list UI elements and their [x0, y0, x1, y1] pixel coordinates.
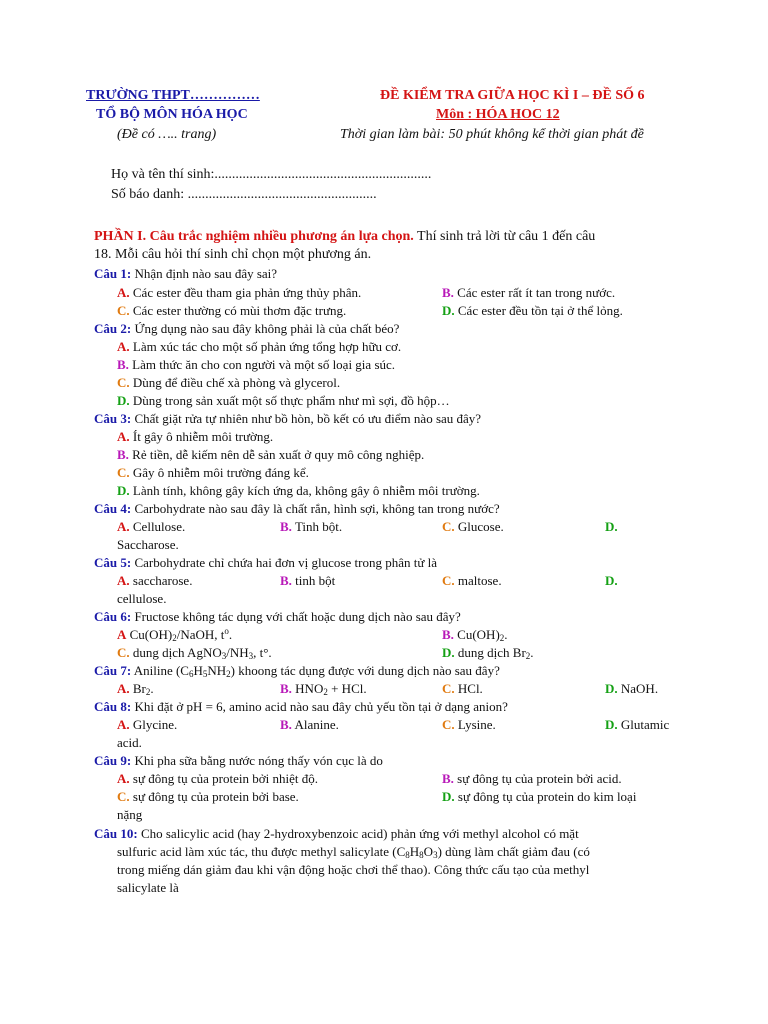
option-letter: A.: [117, 285, 130, 300]
question-text: Ứng dụng nào sau đây không phải là của chất béo?: [131, 321, 400, 336]
formula-part: Cu(OH): [457, 627, 500, 642]
question-number: Câu 5:: [94, 555, 132, 570]
subject: Môn : HÓA HOC 12: [436, 107, 560, 122]
option-text: Các ester rất ít tan trong nước.: [457, 285, 616, 300]
exam-title: ĐỀ KIỂM TRA GIỮA HỌC KÌ I – ĐỀ SỐ 6: [380, 88, 645, 103]
page-count: (Đề có ….. trang): [117, 127, 217, 142]
text-part: O: [423, 844, 434, 859]
subscript: 6: [188, 669, 194, 679]
question-number: Câu 4:: [94, 501, 132, 516]
question-text: Carbohydrate chỉ chứa hai đơn vị glucose trong phân tử là: [131, 555, 438, 570]
department-name: TỔ BỘ MÔN HÓA HỌC: [96, 107, 248, 122]
exam-time: Thời gian làm bài: 50 phút không kể thời gian phát đề: [340, 127, 644, 142]
q3-option-a[interactable]: [117, 429, 273, 445]
subscript: 2: [226, 669, 231, 679]
option-text: saccharose.: [132, 573, 193, 588]
option-letter: B.: [280, 681, 292, 696]
q7-option-a[interactable]: [117, 681, 154, 697]
option-letter: B.: [117, 447, 129, 462]
option-letter: B.: [280, 519, 292, 534]
question-5: [94, 555, 437, 571]
question-8: [94, 699, 508, 715]
option-text: [133, 645, 272, 660]
question-number: Câu 6:: [94, 609, 132, 624]
option-text: maltose.: [457, 573, 502, 588]
option-text: Làm xúc tác cho một số phản ứng tổng hợp hữu cơ.: [132, 339, 402, 354]
option-text: HCl.: [457, 681, 483, 696]
part1-instruction-cont: 18. Mỗi câu hỏi thí sinh chỉ chọn một phương án.: [94, 247, 372, 262]
q9-option-a[interactable]: [117, 771, 318, 787]
question-1: [94, 266, 277, 282]
formula-part: /NaOH, t: [176, 627, 225, 642]
q2-option-b[interactable]: [117, 357, 395, 373]
q4-option-d-text: Saccharose.: [117, 537, 179, 552]
subscript: 2: [525, 651, 531, 661]
option-letter: B.: [280, 717, 292, 732]
question-number: Câu 8:: [94, 699, 132, 714]
option-letter: D.: [605, 717, 618, 732]
q2-option-c[interactable]: [117, 375, 340, 391]
option-letter: D.: [442, 789, 455, 804]
option-text: [458, 645, 534, 660]
option-letter: C.: [442, 519, 455, 534]
text-part: sulfuric acid làm xúc tác, thu được methyl salicylate (C: [117, 844, 406, 859]
formula-part: /NH: [226, 645, 249, 660]
q3-option-b[interactable]: [117, 447, 424, 463]
option-letter: A.: [117, 681, 130, 696]
option-letter: B.: [442, 285, 454, 300]
option-letter: C.: [442, 717, 455, 732]
question-text: Nhận định nào sau đây sai?: [131, 266, 278, 281]
q1-option-b[interactable]: [442, 285, 615, 301]
q7-option-d[interactable]: [605, 681, 658, 697]
question-text: Fructose không tác dụng với chất hoặc dung dịch nào sau đây?: [131, 609, 461, 624]
option-text: Tinh bột.: [294, 519, 343, 534]
option-text: [295, 681, 366, 696]
q6-option-d[interactable]: [442, 645, 534, 661]
text-part: ) dùng làm chất giảm đau (có: [437, 844, 590, 859]
q2-option-d[interactable]: [117, 393, 450, 409]
part1-instruction: Thí sinh trả lời từ câu 1 đến câu: [413, 229, 596, 244]
option-letter: A.: [117, 339, 130, 354]
q6-option-b[interactable]: [442, 627, 508, 643]
question-text-line-4: salicylate là: [117, 880, 179, 895]
text-part: Aniline (C: [131, 663, 189, 678]
option-text: Làm thức ăn cho con người và một số loại gia súc.: [132, 357, 396, 372]
option-text: [130, 627, 233, 642]
option-text: Gây ô nhiễm môi trường đáng kể.: [132, 465, 309, 480]
formula-part: HNO: [295, 681, 324, 696]
q9-option-c[interactable]: [117, 789, 299, 805]
question-2: [94, 321, 399, 337]
subscript: 5: [202, 669, 208, 679]
option-letter: B.: [280, 573, 292, 588]
subscript: 2: [145, 687, 151, 697]
text-part: ) khoong tác dụng được với dung dịch nào sau đây?: [230, 663, 500, 678]
option-letter: A.: [117, 519, 130, 534]
q5-option-c[interactable]: [442, 573, 502, 589]
formula-part: .: [530, 645, 534, 660]
subscript: 3: [221, 651, 227, 661]
option-text: Ít gây ô nhiễm môi trường.: [132, 429, 274, 444]
q9-option-d[interactable]: [442, 789, 636, 805]
q1-option-d[interactable]: [442, 303, 623, 319]
q3-option-c[interactable]: [117, 465, 309, 481]
formula-part: .: [504, 627, 508, 642]
q5-option-d-text: cellulose.: [117, 591, 167, 606]
option-letter: A.: [117, 717, 130, 732]
q8-option-d-cont: acid.: [117, 735, 142, 750]
option-letter: C.: [117, 303, 130, 318]
q6-option-c[interactable]: [117, 645, 272, 661]
option-text: sự đông tụ của protein do kim loại: [457, 789, 637, 804]
question-text-line-2: [117, 844, 590, 860]
q4-option-c[interactable]: [442, 519, 504, 535]
question-text: Chất giặt rửa tự nhiên như bồ hòn, bồ kết có ưu điểm nào sau đây?: [131, 411, 482, 426]
q9-option-b[interactable]: [442, 771, 622, 787]
option-letter: D.: [605, 681, 618, 696]
formula-part: .: [150, 681, 154, 696]
question-number: Câu 7:: [94, 663, 132, 678]
option-text: Glutamic: [620, 717, 670, 732]
part1-heading: [94, 228, 595, 245]
question-text-line-1: Cho salicylic acid (hay 2-hydroxybenzoic acid) phản ứng với methyl alcohol có mặt: [137, 826, 579, 841]
q7-option-b[interactable]: [280, 681, 367, 697]
question-9: [94, 753, 383, 769]
subscript: 8: [419, 850, 424, 860]
q8-option-c[interactable]: [442, 717, 496, 733]
subscript: 2: [323, 687, 328, 697]
formula-part: Cu(OH): [129, 627, 173, 642]
question-text: Khi đặt ở pH = 6, amino acid nào sau đây chủ yếu tồn tại ở dạng anion?: [131, 699, 508, 714]
option-text: sự đông tụ của protein bởi base.: [132, 789, 299, 804]
option-letter: C.: [117, 465, 130, 480]
option-letter: A.: [117, 429, 130, 444]
option-letter: D.: [605, 519, 618, 534]
option-letter: D.: [442, 303, 455, 318]
question-10: [94, 826, 579, 842]
school-name: TRƯỜNG THPT……………: [86, 88, 260, 103]
option-text: Glucose.: [457, 519, 504, 534]
option-text: Các ester thường có mùi thơm đặc trưng.: [132, 303, 347, 318]
question-text-line-3: trong miếng dán giảm đau khi vận động hoặc chơi thể thao). Công thức cấu tạo của methyl: [117, 862, 590, 877]
option-text: Alanine.: [294, 717, 339, 732]
option-text: sự đông tụ của protein bởi nhiệt độ.: [132, 771, 318, 786]
subscript: 2: [172, 633, 177, 643]
option-letter: C.: [117, 645, 130, 660]
question-number: Câu 10:: [94, 826, 138, 841]
option-letter: B.: [442, 627, 454, 642]
option-letter: A.: [117, 573, 130, 588]
question-7: [94, 663, 500, 679]
q6-option-a[interactable]: [117, 627, 232, 643]
formula-part: Br: [132, 681, 146, 696]
formula-part: dung dịch AgNO: [132, 645, 222, 660]
question-number: Câu 3:: [94, 411, 132, 426]
question-number: Câu 2:: [94, 321, 132, 336]
option-text: Dùng trong sản xuất một số thực phẩm như mì sợi, đồ hộp…: [132, 393, 450, 408]
q4-option-a[interactable]: [117, 519, 185, 535]
q1-option-a[interactable]: [117, 285, 361, 301]
q8-option-d[interactable]: [605, 717, 669, 733]
formula-part: + HCl.: [327, 681, 367, 696]
formula-part: dung dịch Br: [457, 645, 526, 660]
part1-title: PHẦN I. Câu trắc nghiệm nhiều phương án lựa chọn.: [94, 229, 414, 244]
option-text: [133, 681, 154, 696]
option-letter: D.: [442, 645, 455, 660]
option-text: Cellulose.: [132, 519, 186, 534]
option-text: Dùng để điều chế xà phòng và glycerol.: [132, 375, 341, 390]
option-text: Các ester đều tham gia phản ứng thủy phân.: [132, 285, 362, 300]
option-text: Lysine.: [457, 717, 496, 732]
question-number: Câu 9:: [94, 753, 132, 768]
q8-option-a[interactable]: [117, 717, 177, 733]
superscript: o: [224, 626, 229, 636]
q7-option-c[interactable]: [442, 681, 483, 697]
q2-option-a[interactable]: [117, 339, 401, 355]
q4-option-d[interactable]: [605, 519, 618, 535]
option-letter: A: [117, 627, 127, 642]
option-letter: B.: [442, 771, 454, 786]
option-letter: C.: [117, 789, 130, 804]
option-letter: C.: [442, 573, 455, 588]
option-letter: D.: [117, 393, 130, 408]
question-4: [94, 501, 500, 517]
question-number: Câu 1:: [94, 266, 132, 281]
question-text: Carbohydrate nào sau đây là chất rắn, hình sợi, không tan trong nước?: [131, 501, 500, 516]
option-text: NaOH.: [620, 681, 659, 696]
q5-option-a[interactable]: [117, 573, 192, 589]
q3-option-d[interactable]: [117, 483, 480, 499]
option-text: Glycine.: [132, 717, 178, 732]
option-text: sự đông tụ của protein bởi acid.: [457, 771, 622, 786]
subscript: 2: [499, 633, 505, 643]
text-part: H: [409, 844, 420, 859]
q1-option-c[interactable]: [117, 303, 346, 319]
option-text: [457, 627, 507, 642]
text-part: NH: [207, 663, 227, 678]
option-letter: A.: [117, 771, 130, 786]
q5-option-d[interactable]: [605, 573, 618, 589]
option-text: Các ester đều tồn tại ở thể lỏng.: [457, 303, 623, 318]
q9-option-d-cont: nặng: [117, 807, 143, 822]
q8-option-b[interactable]: [280, 717, 339, 733]
student-name-line: Họ và tên thí sinh:..............................................................: [111, 167, 432, 182]
option-text: Lành tính, không gây kích ứng da, không gây ô nhiễm môi trường.: [132, 483, 480, 498]
q4-option-b[interactable]: [280, 519, 342, 535]
option-letter: C.: [442, 681, 455, 696]
text-part: H: [193, 663, 203, 678]
option-text: Rẻ tiền, dễ kiếm nên dễ sản xuất ở quy mô công nghiệp.: [132, 447, 425, 462]
formula-part: , t°.: [253, 645, 272, 660]
student-id-line: Số báo danh: ......................................................: [111, 187, 377, 202]
q5-option-b[interactable]: [280, 573, 335, 589]
option-letter: C.: [117, 375, 130, 390]
option-text: tinh bột: [295, 573, 336, 588]
question-text: Khi pha sữa bằng nước nóng thấy vón cục là do: [131, 753, 383, 768]
subscript: 3: [433, 850, 438, 860]
formula-part: .: [228, 627, 233, 642]
subscript: 3: [248, 651, 254, 661]
subscript: 8: [405, 850, 410, 860]
question-text: [131, 663, 500, 678]
option-letter: B.: [117, 357, 129, 372]
option-letter: D.: [605, 573, 618, 588]
question-3: [94, 411, 481, 427]
option-letter: D.: [117, 483, 130, 498]
question-6: [94, 609, 461, 625]
